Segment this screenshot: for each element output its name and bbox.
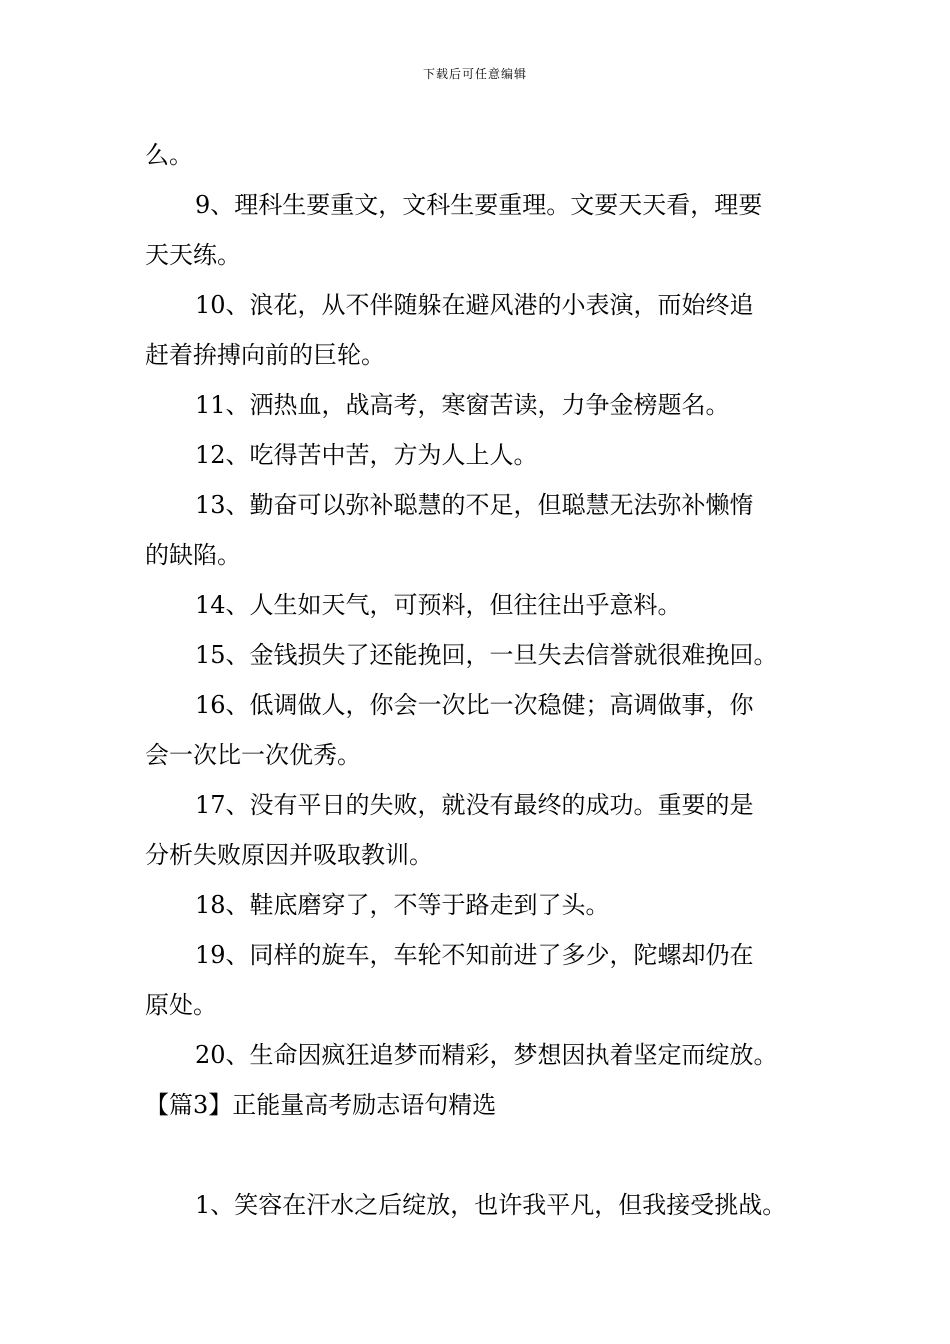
paragraph-line: 原处。 bbox=[145, 991, 217, 1019]
paragraph-continuation bbox=[145, 130, 815, 180]
paragraph-line: 17、没有平日的失败，就没有最终的成功。重要的是 bbox=[195, 791, 754, 819]
quote-item-20 bbox=[145, 1030, 815, 1080]
quote-item-15 bbox=[145, 630, 815, 680]
quote-item-13 bbox=[145, 480, 815, 580]
paragraph-line: 分析失败原因并吸取教训。 bbox=[145, 841, 433, 869]
paragraph-line: 19、同样的旋车，车轮不知前进了多少，陀螺却仍在 bbox=[195, 941, 754, 969]
paragraph-line: 么。 bbox=[145, 141, 193, 169]
quote-item-10 bbox=[145, 280, 815, 380]
paragraph-line: 12、吃得苦中苦，方为人上人。 bbox=[195, 441, 538, 469]
paragraph-line: 20、生命因疯狂追梦而精彩，梦想因执着坚定而绽放。 bbox=[195, 1041, 778, 1069]
quote-item-19 bbox=[145, 930, 815, 1030]
paragraph-line: 14、人生如天气，可预料，但往往出乎意料。 bbox=[195, 591, 682, 619]
quote-item-14 bbox=[145, 580, 815, 630]
section-heading: 【篇3】正能量高考励志语句精选 bbox=[145, 1091, 497, 1119]
paragraph-line: 赶着拚搏向前的巨轮。 bbox=[145, 341, 385, 369]
page-header: 下载后可任意编辑 bbox=[422, 67, 527, 81]
document-body bbox=[145, 130, 815, 1230]
paragraph-line: 9、理科生要重文，文科生要重理。文要天天看，理要 bbox=[195, 191, 763, 219]
paragraph-line: 16、低调做人，你会一次比一次稳健；高调做事，你 bbox=[195, 691, 754, 719]
section-spacer bbox=[145, 1130, 815, 1180]
paragraph-line: 18、鞋底磨穿了，不等于路走到了头。 bbox=[195, 891, 610, 919]
quote-item-17 bbox=[145, 780, 815, 880]
paragraph-line: 的缺陷。 bbox=[145, 541, 241, 569]
quote-item-16 bbox=[145, 680, 815, 780]
quote-item-12 bbox=[145, 430, 815, 480]
paragraph-line: 天天练。 bbox=[145, 241, 241, 269]
paragraph-line: 15、金钱损失了还能挽回，一旦失去信誉就很难挽回。 bbox=[195, 641, 778, 669]
paragraph-line: 1、笑容在汗水之后绽放，也许我平凡，但我接受挑战。 bbox=[195, 1191, 787, 1219]
paragraph-line: 13、勤奋可以弥补聪慧的不足，但聪慧无法弥补懒惰 bbox=[195, 491, 754, 519]
section-quote-item-1 bbox=[145, 1180, 815, 1230]
paragraph-line: 会一次比一次优秀。 bbox=[145, 741, 361, 769]
quote-item-11 bbox=[145, 380, 815, 430]
quote-item-18 bbox=[145, 880, 815, 930]
paragraph-line: 10、浪花，从不伴随躲在避风港的小表演，而始终追 bbox=[195, 291, 754, 319]
quote-item-9 bbox=[145, 180, 815, 280]
paragraph-line: 11、洒热血，战高考，寒窗苦读，力争金榜题名。 bbox=[195, 391, 730, 419]
